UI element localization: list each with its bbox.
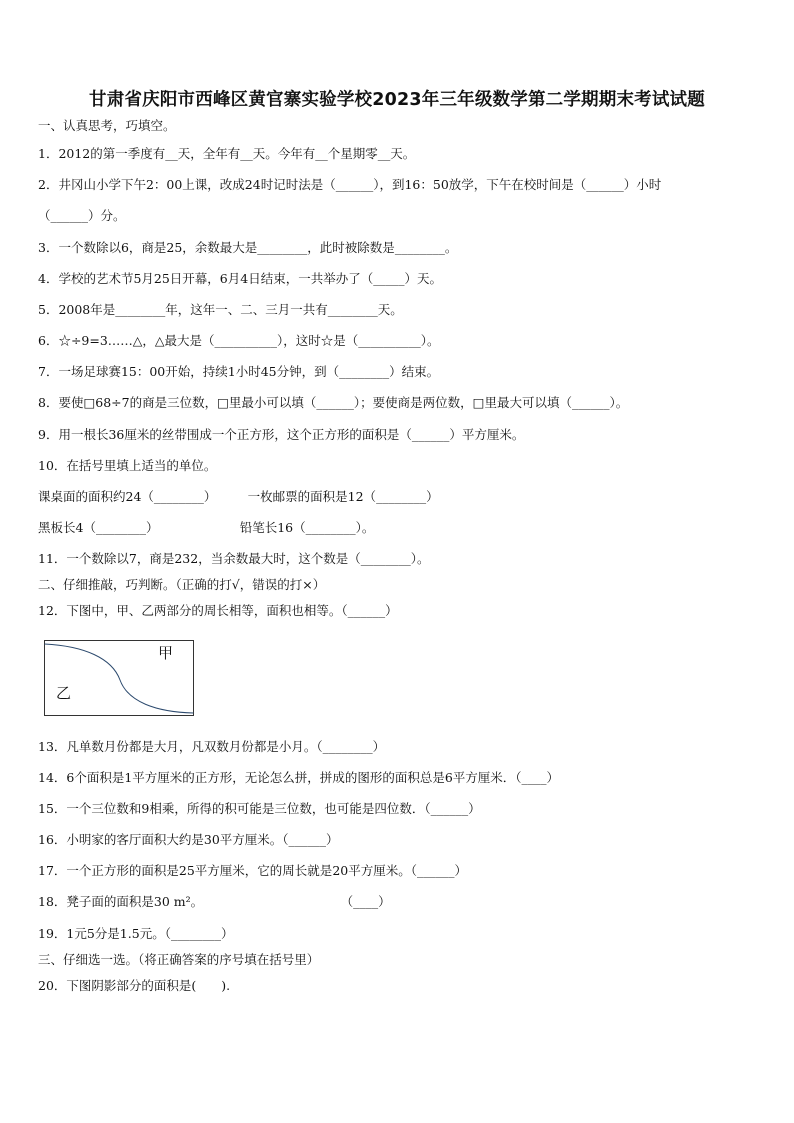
question-7: 7．一场足球赛15：00开始，持续1小时45分钟，到（________）结束。 <box>38 364 440 379</box>
section-heading-3: 三、仔细选一选。（将正确答案的序号填在括号里） <box>38 952 320 967</box>
section-heading-2: 二、仔细推敲，巧判断。（正确的打√，错误的打×） <box>38 577 326 592</box>
question-5: 5．2008年是________年，这年一、二、三月一共有________天。 <box>38 302 403 317</box>
question-18: 18．凳子面的面积是30 m²。 （____） <box>38 894 391 909</box>
label-jia: 甲 <box>158 644 174 662</box>
label-yi: 乙 <box>56 684 72 702</box>
question-1: 1．2012的第一季度有__天，全年有__天。今年有__个星期零__天。 <box>38 146 416 161</box>
question-15: 15．一个三位数和9相乘，所得的积可能是三位数，也可能是四位数．（______） <box>38 801 481 816</box>
question-16: 16．小明家的客厅面积大约是30平方厘米。（______） <box>38 832 339 847</box>
question-8: 8．要使□68÷7的商是三位数，□里最小可以填（______）；要使商是两位数，□里最大可以填（______）。 <box>38 395 629 410</box>
question-12: 12．下图中，甲、乙两部分的周长相等，面积也相等。（______） <box>38 603 398 618</box>
question-14: 14．6个面积是1平方厘米的正方形，无论怎么拼，拼成的图形的面积总是6平方厘米．（____） <box>38 770 560 785</box>
question-13: 13．凡单数月份都是大月，凡双数月份都是小月。（________） <box>38 739 386 754</box>
page-title: 甘肃省庆阳市西峰区黄官寨实验学校2023年三年级数学第二学期期末考试试题 <box>89 90 705 110</box>
question-10-row-2: 黑板长4（________） 铅笔长16（________）。 <box>38 520 375 535</box>
shape-figure <box>44 640 194 716</box>
question-2: 2．井冈山小学下午2：00上课，改成24时记时法是（______），到16：50放学，下午在校时间是（______）小时 <box>38 177 662 192</box>
question-6: 6．☆÷9=3……△，△最大是（__________），这时☆是（__________）。 <box>38 333 440 348</box>
question-2-continued: （______）分。 <box>38 208 126 223</box>
question-4: 4．学校的艺术节5月25日开幕，6月4日结束，一共举办了（_____）天。 <box>38 271 442 286</box>
section-heading-1: 一、认真思考，巧填空。 <box>38 118 176 133</box>
question-11: 11．一个数除以7，商是232，当余数最大时，这个数是（________）。 <box>38 551 430 566</box>
question-10: 10．在括号里填上适当的单位。 <box>38 458 217 473</box>
question-17: 17．一个正方形的面积是25平方厘米，它的周长就是20平方厘米。（______） <box>38 863 467 878</box>
question-20: 20．下图阴影部分的面积是( ). <box>38 978 231 993</box>
question-9: 9．用一根长36厘米的丝带围成一个正方形，这个正方形的面积是（______）平方厘米。 <box>38 427 525 442</box>
question-10-row-1: 课桌面的面积约24（________） 一枚邮票的面积是12（________） <box>38 489 439 504</box>
question-19: 19．1元5分是1.5元。（________） <box>38 926 234 941</box>
question-3: 3．一个数除以6，商是25，余数最大是________，此时被除数是________。 <box>38 240 458 255</box>
